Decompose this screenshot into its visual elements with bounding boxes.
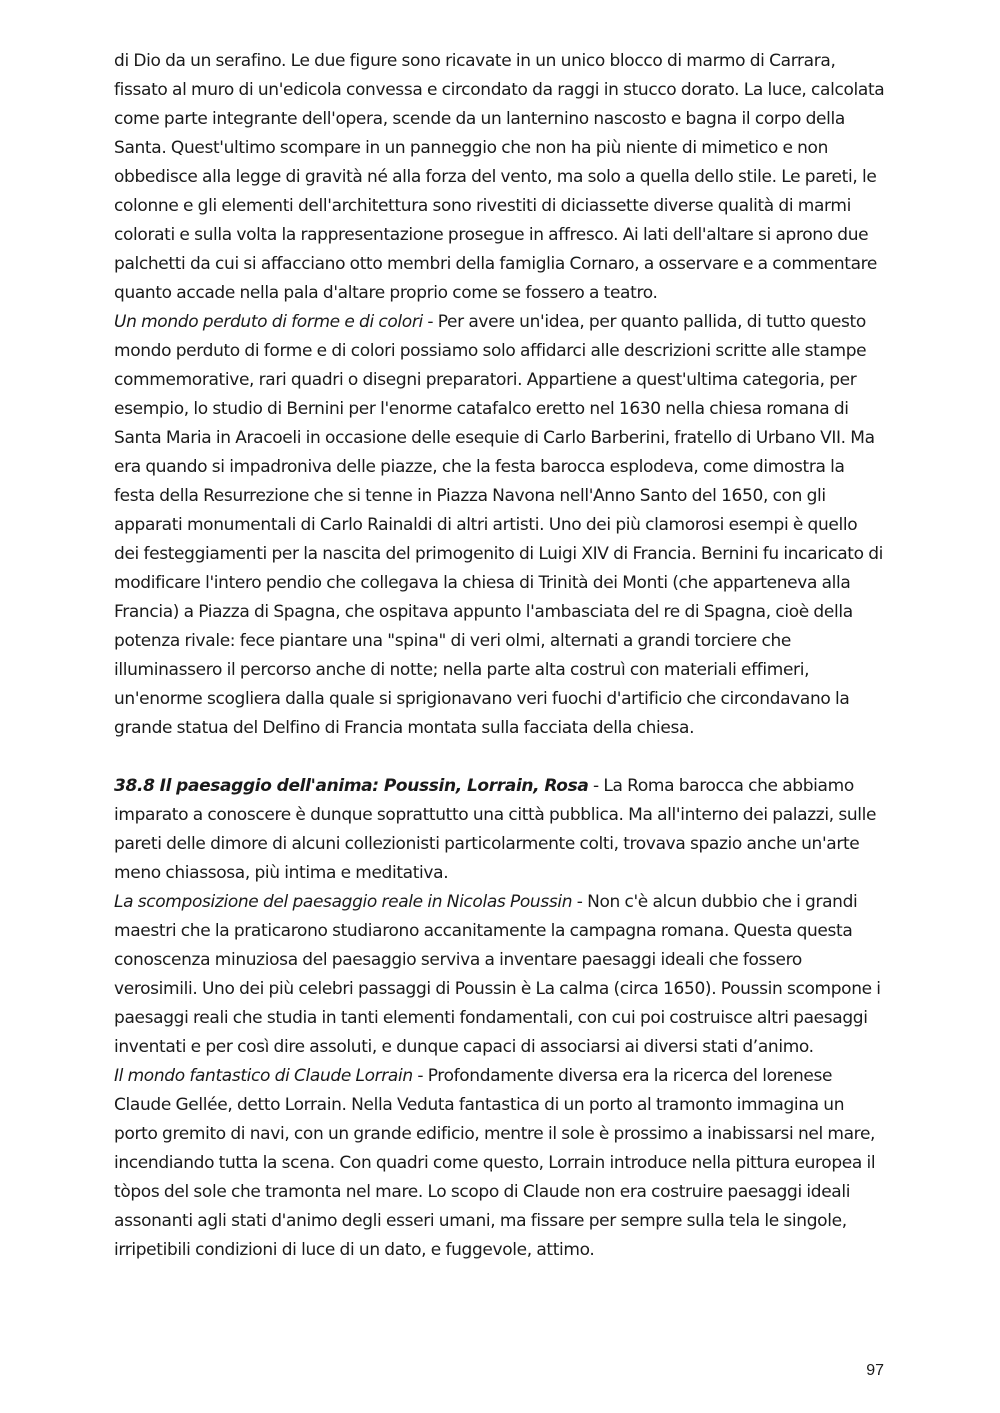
paragraph-santa-teresa — [114, 47, 886, 308]
subsection-title: La scomposizione del paesaggio reale in Nicolas Poussin — [114, 892, 573, 912]
paragraph-lorrain — [114, 1062, 886, 1265]
section-title: 38.8 Il paesaggio dell'anima: Poussin, Lorrain, Rosa — [114, 776, 589, 796]
paragraph-text: di Dio da un serafino. Le due figure sono ricavate in un unico blocco di marmo di Carrara, fissato al muro di un'edicola convessa e circondato da raggi in stucco dorato. La luce, calcolata come parte integrante dell'opera, scende da un lanternino nascosto e bagna il corpo della Santa. Quest'ultimo scompare in un panneggio che non ha più niente di mimetico e non obbedisce alla legge di gravità né alla forza del vento, ma solo a quella dello stile. Le pareti, le colonne e gli elementi dell'architettura sono rivestiti di diciassette diverse qualità di marmi colorati e sulla volta la rappresentazione prosegue in affresco. Ai lati dell'altare si aprono due palchetti da cui si affacciano otto membri della famiglia Cornaro, a osservare e a commentare quanto accade nella pala d'altare proprio come se fossero a teatro. — [114, 51, 885, 303]
paragraph-text: - Non c'è alcun dubbio che i grandi maestri che la praticarono studiarono accanitamente la campagna romana. Questa questa conoscenza minuziosa del paesaggio serviva a inventare paesaggi ideali che fossero verosimili. Uno dei più celebri passaggi di Poussin è La calma (circa 1650). Poussin scompone i paesaggi reali che studia in tanti elementi fondamentali, con cui poi costruisce altri paesaggi inventati e per così dire assoluti, e dunque capaci di associarsi ai diversi stati d’animo. — [114, 892, 881, 1057]
paragraph-text: - Profondamente diversa era la ricerca del lorenese Claude Gellée, detto Lorrain. Nella Veduta fantastica di un porto al tramonto immagina un porto gremito di navi, con un grande edificio, mentre il sole è prossimo a inabissarsi nel mare, incendiando tutta la scena. Con quadri come questo, Lorrain introduce nella pittura europea il tòpos del sole che tramonta nel mare. Lo scopo di Claude non era costruire paesaggi ideali assonanti agli stati d'animo degli esseri umani, ma fissare per sempre sulla tela le singole, irripetibili condizioni di luce di un dato, e fuggevole, attimo. — [114, 1066, 876, 1260]
page-body — [114, 47, 886, 1265]
page-number: 97 — [866, 1362, 884, 1379]
paragraph-gap — [114, 743, 886, 772]
subsection-title: Il mondo fantastico di Claude Lorrain — [114, 1066, 413, 1086]
paragraph-poussin — [114, 888, 886, 1062]
subsection-title: Un mondo perduto di forme e di colori — [114, 312, 423, 332]
paragraph-mondo-perduto — [114, 308, 886, 743]
paragraph-text: - Per avere un'idea, per quanto pallida, di tutto questo mondo perduto di forme e di colori possiamo solo affidarci alle descrizioni scritte alle stampe commemorative, rari quadri o disegni preparatori. Appartiene a quest'ultima categoria, per esempio, lo studio di Bernini per l'enorme catafalco eretto nel 1630 nella chiesa romana di Santa Maria in Aracoeli in occasione delle esequie di Carlo Barberini, fratello di Urbano VII. Ma era quando si impadroniva delle piazze, che la festa barocca esplodeva, come dimostra la festa della Resurrezione che si tenne in Piazza Navona nell'Anno Santo del 1650, con gli apparati monumentali di Carlo Rainaldi di altri artisti. Uno dei più clamorosi esempi è quello dei festeggiamenti per la nascita del primogenito di Luigi XIV di Francia. Bernini fu incaricato di modificare l'intero pendio che collegava la chiesa di Trinità dei Monti (che apparteneva alla Francia) a Piazza di Spagna, che ospitava appunto l'ambasciata del re di Spagna, cioè della potenza rivale: fece piantare una "spina" di veri olmi, alternati a grandi torciere che illuminassero il percorso anche di notte; nella parte alta costruì con materiali effimeri, un'enorme scogliera dalla quale si sprigionavano veri fuochi d'artificio che circondavano la grande statua del Delfino di Francia montata sulla facciata della chiesa. — [114, 312, 884, 738]
paragraph-section-38-8 — [114, 772, 886, 888]
paragraph-text: - La Roma barocca che abbiamo imparato a conoscere è dunque soprattutto una città pubblica. Ma all'interno dei palazzi, sulle pareti delle dimore di alcuni collezionisti particolarmente colti, trovava spazio anche un'arte meno chiassosa, più intima e meditativa. — [114, 776, 877, 883]
